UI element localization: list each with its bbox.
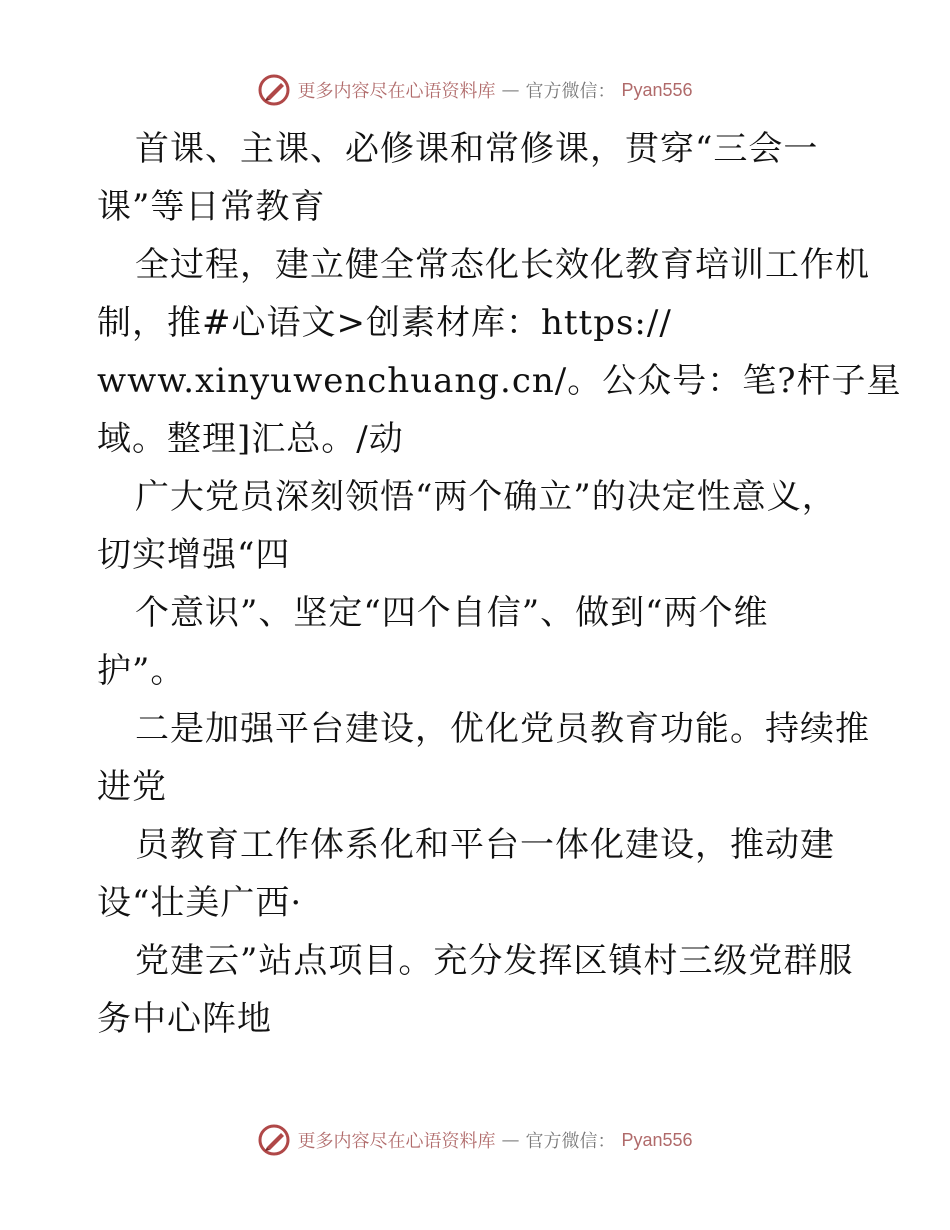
text-line: 二是加强平台建设，优化党员教育功能。持续推 bbox=[135, 709, 870, 749]
watermark-title: 更多内容尽在心语资料库 bbox=[297, 81, 496, 102]
text-line: 党建云”站点项目。充分发挥区镇村三级党群服 bbox=[135, 941, 854, 981]
text-line: 首课、主课、必修课和常修课，贯穿“三会一 bbox=[135, 129, 819, 169]
text-line: 域。整理]汇总。/动 bbox=[97, 419, 404, 459]
text-line: 广大党员深刻领悟“两个确立”的决定性意义， bbox=[135, 477, 837, 517]
watermark-dash: — bbox=[501, 1129, 520, 1151]
text-line: 务中心阵地 bbox=[97, 999, 272, 1039]
text-line: 护”。 bbox=[97, 651, 186, 691]
text-line: 制，推#心语文>创素材库：https:// bbox=[97, 303, 672, 343]
watermark-label: 官方微信： bbox=[525, 1131, 616, 1152]
watermark-wechat-id: Pyan556 bbox=[621, 79, 693, 100]
text-line: www.xinyuwenchuang.cn/。公众号：笔?杆子星 bbox=[97, 361, 902, 401]
watermark-wechat-id: Pyan556 bbox=[621, 1129, 693, 1150]
pen-logo-icon bbox=[257, 1123, 291, 1157]
text-line: 切实增强“四 bbox=[97, 535, 291, 575]
text-line: 设“壮美广西· bbox=[97, 883, 303, 923]
text-line: 员教育工作体系化和平台一体化建设，推动建 bbox=[135, 825, 835, 865]
footer-watermark bbox=[0, 1120, 950, 1160]
text-line: 课”等日常教育 bbox=[97, 187, 326, 227]
text-line: 进党 bbox=[97, 767, 167, 807]
text-line: 全过程，建立健全常态化长效化教育培训工作机 bbox=[135, 245, 870, 285]
text-line: 个意识”、坚定“四个自信”、做到“两个维 bbox=[135, 593, 769, 633]
header-watermark bbox=[0, 70, 950, 110]
document-body bbox=[97, 120, 902, 1048]
watermark-label: 官方微信： bbox=[525, 81, 616, 102]
watermark-dash: — bbox=[501, 79, 520, 101]
watermark-title: 更多内容尽在心语资料库 bbox=[297, 1131, 496, 1152]
pen-logo-icon bbox=[257, 73, 291, 107]
